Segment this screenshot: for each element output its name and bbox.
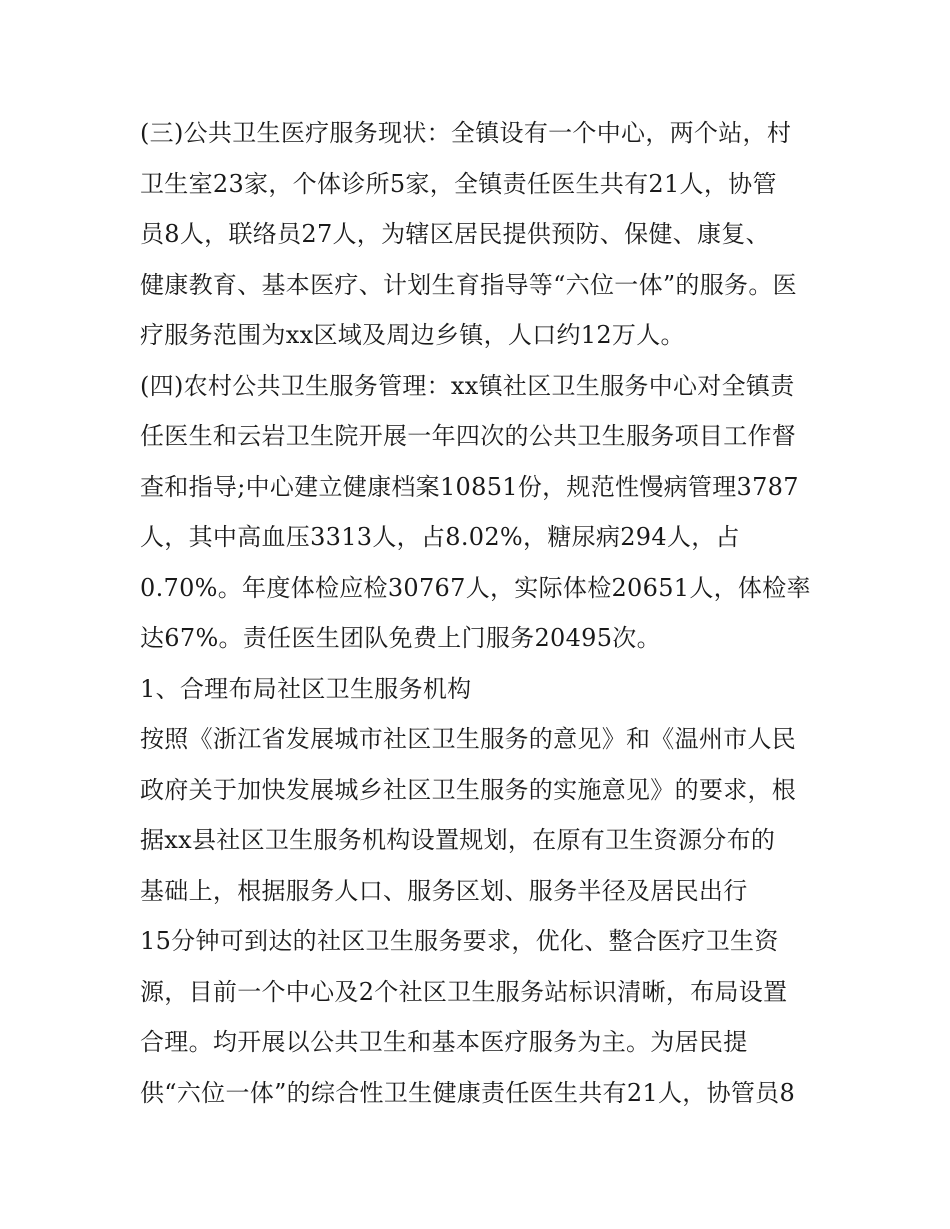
text-line: (四)农村公共卫生服务管理：xx镇社区卫生服务中心对全镇责: [140, 371, 795, 400]
text-line: 人，其中高血压3313人，占8.02%，糖尿病294人，占: [140, 523, 740, 551]
text-line: 按照《浙江省发展城市社区卫生服务的意见》和《温州市人民: [140, 725, 797, 753]
text-line: 达67%。责任医生团队免费上门服务20495次。: [140, 624, 661, 652]
text-line: (三)公共卫生医疗服务现状：全镇设有一个中心，两个站，村: [140, 119, 792, 147]
text-line: 0.70%。年度体检应检30767人，实际体检20651人，体检率: [140, 573, 811, 602]
text-line: 政府关于加快发展城乡社区卫生服务的实施意见》的要求，根: [140, 775, 797, 804]
text-line: 源，目前一个中心及2个社区卫生服务站标识清晰，布局设置: [140, 977, 788, 1006]
text-line: 任医生和云岩卫生院开展一年四次的公共卫生服务项目工作督: [140, 422, 797, 450]
text-line: 查和指导;中心建立健康档案10851份，规范性慢病管理3787: [140, 472, 799, 501]
text-line: 健康教育、基本医疗、计划生育指导等“六位一体”的服务。医: [140, 270, 797, 299]
text-line: 合理。均开展以公共卫生和基本医疗服务为主。为居民提: [140, 1028, 748, 1056]
text-line: 15分钟可到达的社区卫生服务要求，优化、整合医疗卫生资: [140, 927, 779, 955]
text-line: 员8人，联络员27人，为辖区居民提供预防、保健、康复、: [140, 220, 770, 248]
text-line: 卫生室23家，个体诊所5家，全镇责任医生共有21人，协管: [140, 169, 777, 198]
text-line: 疗服务范围为xx区域及周边乡镇，人口约12万人。: [140, 321, 685, 349]
text-line: 供“六位一体”的综合性卫生健康责任医生共有21人，协管员8: [140, 1078, 796, 1107]
text-line: 基础上，根据服务人口、服务区划、服务半径及居民出行: [140, 876, 748, 905]
document-body: [140, 108, 820, 1118]
text-line: 据xx县社区卫生服务机构设置规划，在原有卫生资源分布的: [140, 826, 776, 854]
section-heading: 1、合理布局社区卫生服务机构: [140, 674, 472, 703]
